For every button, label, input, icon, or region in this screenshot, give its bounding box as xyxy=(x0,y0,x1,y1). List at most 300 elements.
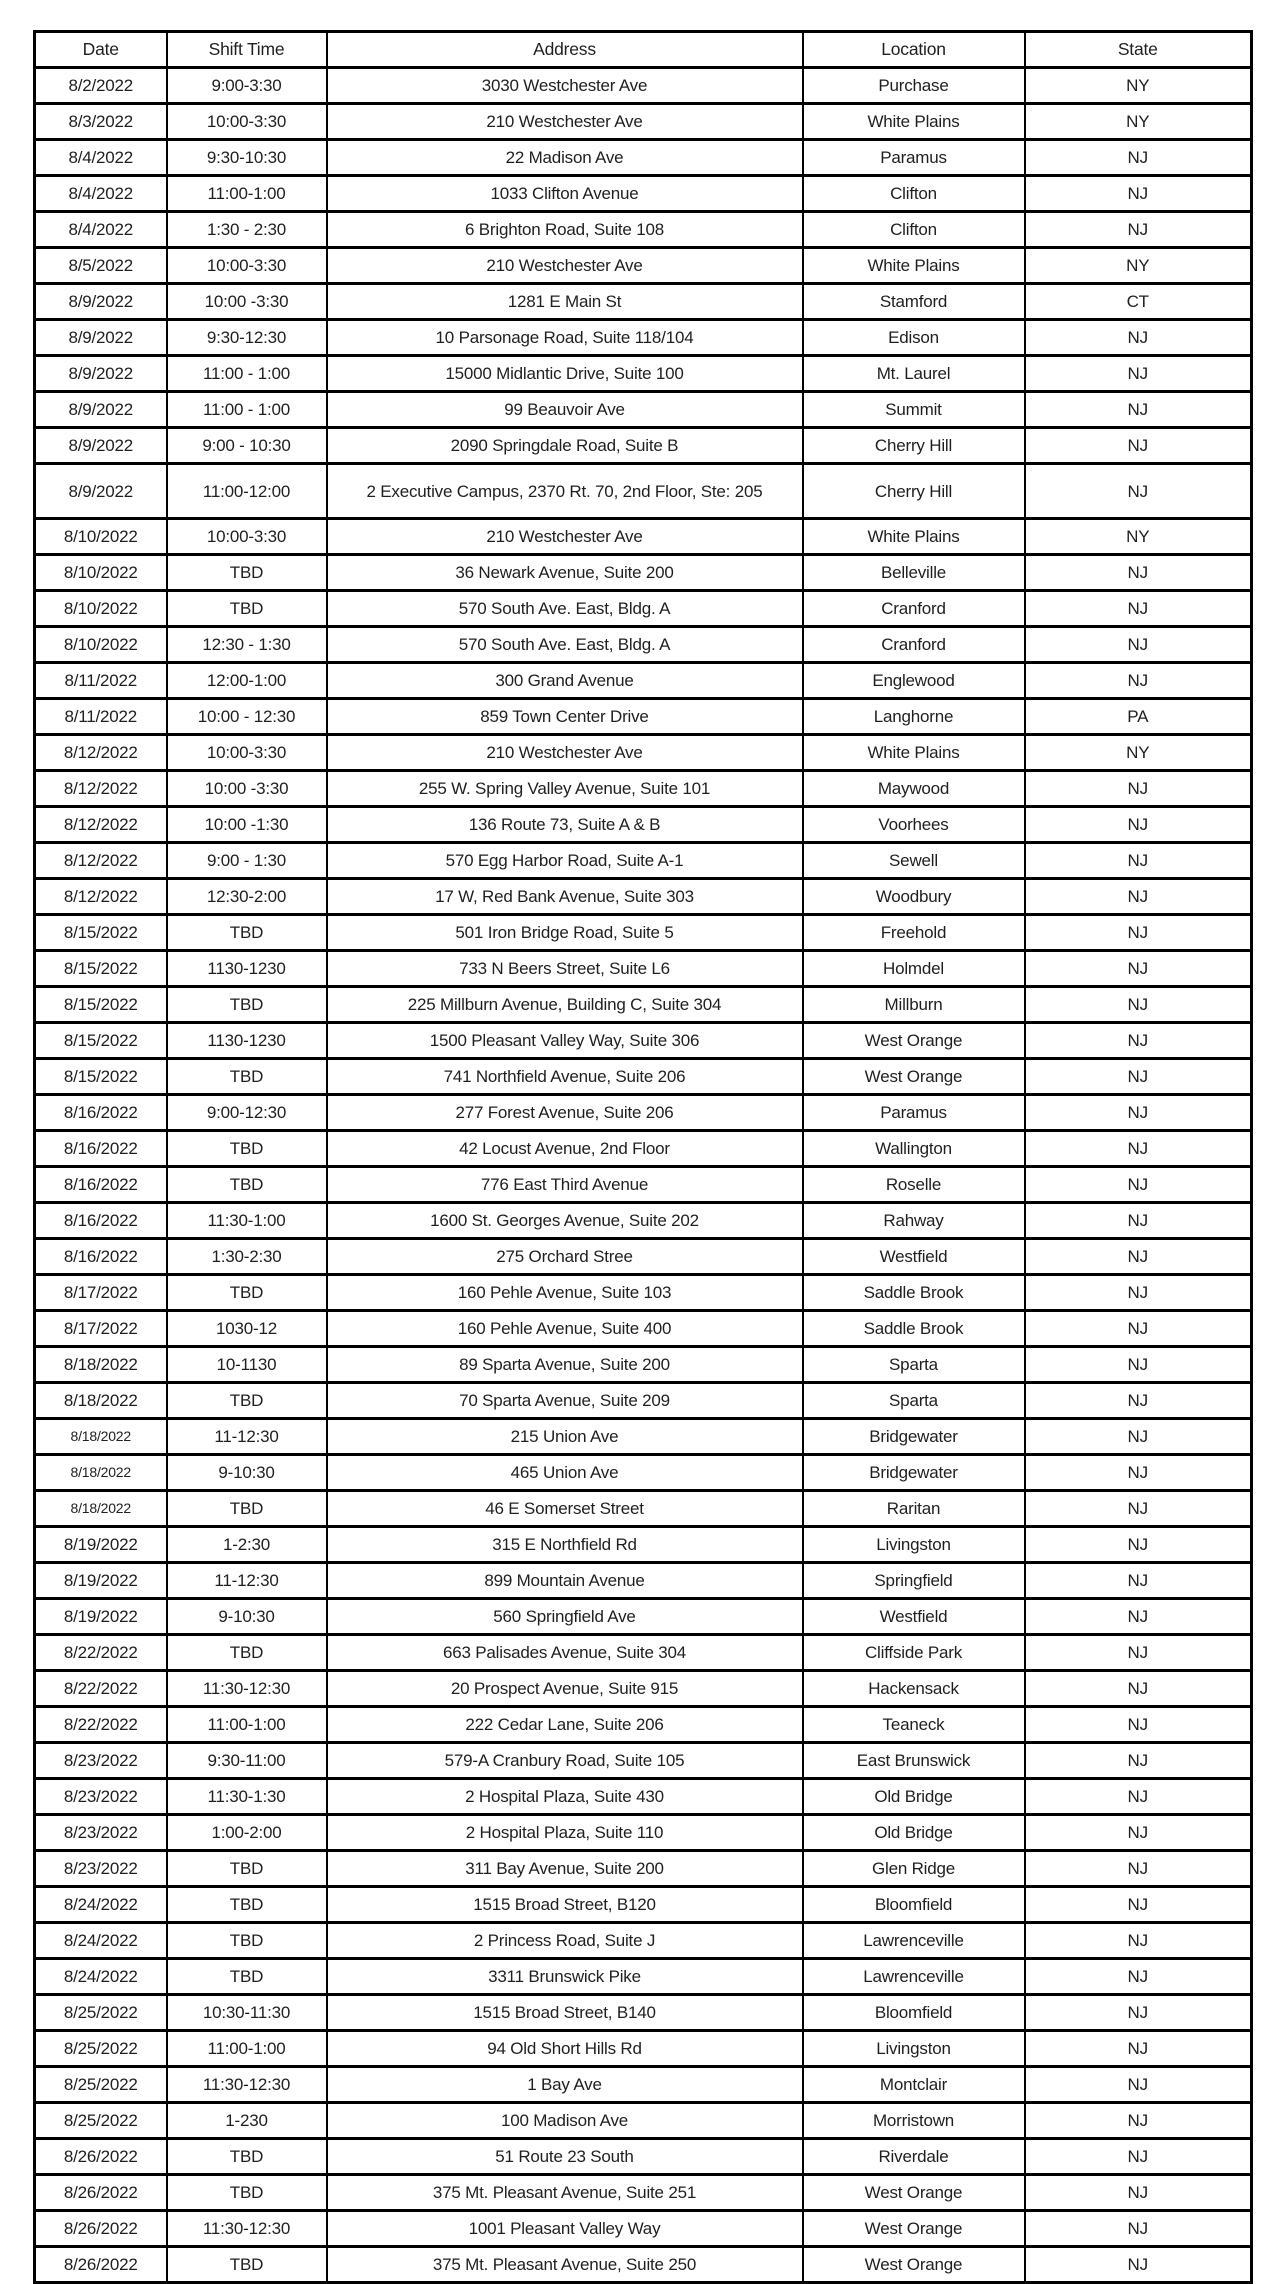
date-cell: 8/3/2022 xyxy=(35,104,167,140)
location-cell: Sparta xyxy=(803,1383,1025,1419)
date-cell: 8/12/2022 xyxy=(35,843,167,879)
date-cell: 8/15/2022 xyxy=(35,1059,167,1095)
date-cell: 8/24/2022 xyxy=(35,1959,167,1995)
shift-time-cell: 9:00-3:30 xyxy=(167,68,327,104)
date-cell: 8/15/2022 xyxy=(35,1023,167,1059)
date-cell: 8/26/2022 xyxy=(35,2139,167,2175)
column-header-date: Date xyxy=(35,32,167,68)
table-header xyxy=(35,32,1252,68)
table-row xyxy=(35,1959,1252,1995)
table-row xyxy=(35,2247,1252,2283)
table-row xyxy=(35,1347,1252,1383)
date-cell: 8/12/2022 xyxy=(35,771,167,807)
date-cell: 8/9/2022 xyxy=(35,392,167,428)
date-cell: 8/19/2022 xyxy=(35,1527,167,1563)
state-cell: NJ xyxy=(1025,663,1252,699)
location-cell: Millburn xyxy=(803,987,1025,1023)
address-cell: 51 Route 23 South xyxy=(327,2139,803,2175)
shift-time-cell: TBD xyxy=(167,555,327,591)
date-cell: 8/12/2022 xyxy=(35,807,167,843)
date-cell: 8/16/2022 xyxy=(35,1095,167,1131)
location-cell: Montclair xyxy=(803,2067,1025,2103)
state-cell: NJ xyxy=(1025,1563,1252,1599)
state-cell: NJ xyxy=(1025,1455,1252,1491)
shift-schedule-table xyxy=(33,30,1253,2284)
state-cell: NJ xyxy=(1025,1311,1252,1347)
address-cell: 136 Route 73, Suite A & B xyxy=(327,807,803,843)
state-cell: NJ xyxy=(1025,1527,1252,1563)
table-row xyxy=(35,2139,1252,2175)
location-cell: Bloomfield xyxy=(803,1887,1025,1923)
shift-time-cell: 11:00-1:00 xyxy=(167,1707,327,1743)
address-cell: 225 Millburn Avenue, Building C, Suite 304 xyxy=(327,987,803,1023)
state-cell: NJ xyxy=(1025,392,1252,428)
shift-time-cell: 11:00-12:00 xyxy=(167,464,327,519)
address-cell: 46 E Somerset Street xyxy=(327,1491,803,1527)
table-row xyxy=(35,879,1252,915)
address-cell: 222 Cedar Lane, Suite 206 xyxy=(327,1707,803,1743)
date-cell: 8/16/2022 xyxy=(35,1203,167,1239)
shift-time-cell: 9:00 - 1:30 xyxy=(167,843,327,879)
header-row xyxy=(35,32,1252,68)
table-row xyxy=(35,428,1252,464)
table-body xyxy=(35,68,1252,2283)
state-cell: NJ xyxy=(1025,987,1252,1023)
table-row xyxy=(35,771,1252,807)
location-cell: Livingston xyxy=(803,1527,1025,1563)
table-row xyxy=(35,1491,1252,1527)
table-row xyxy=(35,951,1252,987)
location-cell: Old Bridge xyxy=(803,1779,1025,1815)
state-cell: NJ xyxy=(1025,2031,1252,2067)
state-cell: NY xyxy=(1025,519,1252,555)
address-cell: 210 Westchester Ave xyxy=(327,519,803,555)
shift-time-cell: 12:30 - 1:30 xyxy=(167,627,327,663)
state-cell: NJ xyxy=(1025,1275,1252,1311)
address-cell: 70 Sparta Avenue, Suite 209 xyxy=(327,1383,803,1419)
location-cell: Cliffside Park xyxy=(803,1635,1025,1671)
location-cell: Sewell xyxy=(803,843,1025,879)
date-cell: 8/11/2022 xyxy=(35,663,167,699)
address-cell: 2 Hospital Plaza, Suite 430 xyxy=(327,1779,803,1815)
address-cell: 570 South Ave. East, Bldg. A xyxy=(327,591,803,627)
shift-time-cell: 1030-12 xyxy=(167,1311,327,1347)
state-cell: NJ xyxy=(1025,356,1252,392)
address-cell: 859 Town Center Drive xyxy=(327,699,803,735)
state-cell: NJ xyxy=(1025,1851,1252,1887)
state-cell: NJ xyxy=(1025,2067,1252,2103)
date-cell: 8/18/2022 xyxy=(35,1419,167,1455)
shift-time-cell: 9:00-12:30 xyxy=(167,1095,327,1131)
address-cell: 1281 E Main St xyxy=(327,284,803,320)
shift-time-cell: 9:30-10:30 xyxy=(167,140,327,176)
date-cell: 8/10/2022 xyxy=(35,591,167,627)
state-cell: NJ xyxy=(1025,1887,1252,1923)
location-cell: Clifton xyxy=(803,212,1025,248)
date-cell: 8/2/2022 xyxy=(35,68,167,104)
address-cell: 1600 St. Georges Avenue, Suite 202 xyxy=(327,1203,803,1239)
state-cell: NJ xyxy=(1025,879,1252,915)
shift-time-cell: 9-10:30 xyxy=(167,1599,327,1635)
address-cell: 255 W. Spring Valley Avenue, Suite 101 xyxy=(327,771,803,807)
table-row xyxy=(35,1599,1252,1635)
date-cell: 8/26/2022 xyxy=(35,2247,167,2283)
state-cell: NJ xyxy=(1025,1383,1252,1419)
table-row xyxy=(35,320,1252,356)
table-row xyxy=(35,356,1252,392)
location-cell: Morristown xyxy=(803,2103,1025,2139)
shift-time-cell: 1130-1230 xyxy=(167,951,327,987)
state-cell: NJ xyxy=(1025,2211,1252,2247)
location-cell: West Orange xyxy=(803,1023,1025,1059)
location-cell: Cranford xyxy=(803,627,1025,663)
state-cell: NY xyxy=(1025,68,1252,104)
shift-time-cell: 12:00-1:00 xyxy=(167,663,327,699)
location-cell: Paramus xyxy=(803,140,1025,176)
location-cell: Cranford xyxy=(803,591,1025,627)
address-cell: 36 Newark Avenue, Suite 200 xyxy=(327,555,803,591)
location-cell: Westfield xyxy=(803,1239,1025,1275)
location-cell: Bridgewater xyxy=(803,1455,1025,1491)
state-cell: NJ xyxy=(1025,1779,1252,1815)
address-cell: 741 Northfield Avenue, Suite 206 xyxy=(327,1059,803,1095)
date-cell: 8/22/2022 xyxy=(35,1671,167,1707)
column-header-state: State xyxy=(1025,32,1252,68)
table-row xyxy=(35,1203,1252,1239)
address-cell: 277 Forest Avenue, Suite 206 xyxy=(327,1095,803,1131)
table-row xyxy=(35,1707,1252,1743)
date-cell: 8/10/2022 xyxy=(35,627,167,663)
shift-time-cell: TBD xyxy=(167,915,327,951)
address-cell: 375 Mt. Pleasant Avenue, Suite 251 xyxy=(327,2175,803,2211)
shift-time-cell: 11:30-1:00 xyxy=(167,1203,327,1239)
address-cell: 3311 Brunswick Pike xyxy=(327,1959,803,1995)
state-cell: NJ xyxy=(1025,1167,1252,1203)
address-cell: 15000 Midlantic Drive, Suite 100 xyxy=(327,356,803,392)
column-header-location: Location xyxy=(803,32,1025,68)
table-row xyxy=(35,1851,1252,1887)
location-cell: Wallington xyxy=(803,1131,1025,1167)
table-row xyxy=(35,1167,1252,1203)
shift-time-cell: 10:00 -1:30 xyxy=(167,807,327,843)
date-cell: 8/16/2022 xyxy=(35,1131,167,1167)
shift-time-cell: TBD xyxy=(167,2247,327,2283)
location-cell: Purchase xyxy=(803,68,1025,104)
date-cell: 8/11/2022 xyxy=(35,699,167,735)
date-cell: 8/25/2022 xyxy=(35,2103,167,2139)
state-cell: NJ xyxy=(1025,591,1252,627)
table-row xyxy=(35,2067,1252,2103)
state-cell: NJ xyxy=(1025,1131,1252,1167)
address-cell: 1033 Clifton Avenue xyxy=(327,176,803,212)
state-cell: NJ xyxy=(1025,627,1252,663)
shift-time-cell: 10:00 -3:30 xyxy=(167,771,327,807)
location-cell: West Orange xyxy=(803,2211,1025,2247)
date-cell: 8/23/2022 xyxy=(35,1815,167,1851)
shift-time-cell: TBD xyxy=(167,2139,327,2175)
date-cell: 8/22/2022 xyxy=(35,1635,167,1671)
state-cell: NJ xyxy=(1025,2175,1252,2211)
shift-time-cell: TBD xyxy=(167,1959,327,1995)
location-cell: Woodbury xyxy=(803,879,1025,915)
state-cell: NJ xyxy=(1025,1707,1252,1743)
shift-time-cell: 10:00-3:30 xyxy=(167,735,327,771)
date-cell: 8/16/2022 xyxy=(35,1167,167,1203)
state-cell: NJ xyxy=(1025,1491,1252,1527)
state-cell: NJ xyxy=(1025,843,1252,879)
address-cell: 1001 Pleasant Valley Way xyxy=(327,2211,803,2247)
shift-time-cell: 11:00 - 1:00 xyxy=(167,356,327,392)
date-cell: 8/26/2022 xyxy=(35,2211,167,2247)
state-cell: NY xyxy=(1025,248,1252,284)
state-cell: NY xyxy=(1025,735,1252,771)
shift-time-cell: 11:30-12:30 xyxy=(167,1671,327,1707)
table-row xyxy=(35,1743,1252,1779)
shift-time-cell: 9-10:30 xyxy=(167,1455,327,1491)
date-cell: 8/26/2022 xyxy=(35,2175,167,2211)
address-cell: 160 Pehle Avenue, Suite 400 xyxy=(327,1311,803,1347)
location-cell: Rahway xyxy=(803,1203,1025,1239)
date-cell: 8/9/2022 xyxy=(35,356,167,392)
state-cell: NJ xyxy=(1025,1203,1252,1239)
date-cell: 8/9/2022 xyxy=(35,320,167,356)
location-cell: Summit xyxy=(803,392,1025,428)
location-cell: Hackensack xyxy=(803,1671,1025,1707)
shift-time-cell: 11:30-12:30 xyxy=(167,2067,327,2103)
table-row xyxy=(35,1275,1252,1311)
address-cell: 2 Executive Campus, 2370 Rt. 70, 2nd Floor, Ste: 205 xyxy=(327,464,803,519)
location-cell: Voorhees xyxy=(803,807,1025,843)
address-cell: 6 Brighton Road, Suite 108 xyxy=(327,212,803,248)
state-cell: NJ xyxy=(1025,176,1252,212)
state-cell: NJ xyxy=(1025,1023,1252,1059)
table-row xyxy=(35,1023,1252,1059)
date-cell: 8/22/2022 xyxy=(35,1707,167,1743)
address-cell: 22 Madison Ave xyxy=(327,140,803,176)
shift-time-cell: 10:30-11:30 xyxy=(167,1995,327,2031)
address-cell: 315 E Northfield Rd xyxy=(327,1527,803,1563)
table-row xyxy=(35,2103,1252,2139)
shift-time-cell: 10:00-3:30 xyxy=(167,519,327,555)
shift-time-cell: TBD xyxy=(167,1383,327,1419)
location-cell: Livingston xyxy=(803,2031,1025,2067)
state-cell: NJ xyxy=(1025,555,1252,591)
date-cell: 8/4/2022 xyxy=(35,212,167,248)
table-row xyxy=(35,1995,1252,2031)
shift-time-cell: 11:30-1:30 xyxy=(167,1779,327,1815)
state-cell: NJ xyxy=(1025,951,1252,987)
location-cell: Langhorne xyxy=(803,699,1025,735)
state-cell: NJ xyxy=(1025,2247,1252,2283)
address-cell: 733 N Beers Street, Suite L6 xyxy=(327,951,803,987)
address-cell: 2090 Springdale Road, Suite B xyxy=(327,428,803,464)
date-cell: 8/18/2022 xyxy=(35,1491,167,1527)
shift-time-cell: TBD xyxy=(167,1635,327,1671)
date-cell: 8/23/2022 xyxy=(35,1743,167,1779)
table-row xyxy=(35,735,1252,771)
shift-time-cell: TBD xyxy=(167,987,327,1023)
location-cell: White Plains xyxy=(803,248,1025,284)
location-cell: Paramus xyxy=(803,1095,1025,1131)
shift-time-cell: 11-12:30 xyxy=(167,1563,327,1599)
address-cell: 94 Old Short Hills Rd xyxy=(327,2031,803,2067)
address-cell: 42 Locust Avenue, 2nd Floor xyxy=(327,1131,803,1167)
state-cell: NJ xyxy=(1025,320,1252,356)
table-row xyxy=(35,68,1252,104)
address-cell: 465 Union Ave xyxy=(327,1455,803,1491)
shift-time-cell: 10:00 - 12:30 xyxy=(167,699,327,735)
date-cell: 8/15/2022 xyxy=(35,987,167,1023)
location-cell: Sparta xyxy=(803,1347,1025,1383)
date-cell: 8/12/2022 xyxy=(35,735,167,771)
location-cell: Stamford xyxy=(803,284,1025,320)
table-row xyxy=(35,1923,1252,1959)
table-row xyxy=(35,1671,1252,1707)
date-cell: 8/19/2022 xyxy=(35,1599,167,1635)
location-cell: White Plains xyxy=(803,519,1025,555)
location-cell: Edison xyxy=(803,320,1025,356)
location-cell: Springfield xyxy=(803,1563,1025,1599)
date-cell: 8/12/2022 xyxy=(35,879,167,915)
shift-time-cell: 1-230 xyxy=(167,2103,327,2139)
date-cell: 8/23/2022 xyxy=(35,1779,167,1815)
shift-time-cell: TBD xyxy=(167,1491,327,1527)
table-row xyxy=(35,1419,1252,1455)
location-cell: Saddle Brook xyxy=(803,1311,1025,1347)
address-cell: 776 East Third Avenue xyxy=(327,1167,803,1203)
state-cell: NJ xyxy=(1025,771,1252,807)
table-row xyxy=(35,2175,1252,2211)
address-cell: 3030 Westchester Ave xyxy=(327,68,803,104)
shift-time-cell: 10:00-3:30 xyxy=(167,248,327,284)
shift-time-cell: TBD xyxy=(167,1167,327,1203)
address-cell: 89 Sparta Avenue, Suite 200 xyxy=(327,1347,803,1383)
table-row xyxy=(35,1563,1252,1599)
address-cell: 1515 Broad Street, B120 xyxy=(327,1887,803,1923)
location-cell: Cherry Hill xyxy=(803,428,1025,464)
table-row xyxy=(35,104,1252,140)
state-cell: PA xyxy=(1025,699,1252,735)
shift-time-cell: 1130-1230 xyxy=(167,1023,327,1059)
shift-time-cell: 10:00-3:30 xyxy=(167,104,327,140)
table-row xyxy=(35,1383,1252,1419)
location-cell: Freehold xyxy=(803,915,1025,951)
shift-time-cell: 9:30-11:00 xyxy=(167,1743,327,1779)
table-row xyxy=(35,1779,1252,1815)
shift-time-cell: 1:00-2:00 xyxy=(167,1815,327,1851)
date-cell: 8/18/2022 xyxy=(35,1383,167,1419)
address-cell: 570 South Ave. East, Bldg. A xyxy=(327,627,803,663)
state-cell: NJ xyxy=(1025,1599,1252,1635)
table-row xyxy=(35,699,1252,735)
shift-time-cell: 11-12:30 xyxy=(167,1419,327,1455)
state-cell: NJ xyxy=(1025,140,1252,176)
date-cell: 8/25/2022 xyxy=(35,2067,167,2103)
state-cell: CT xyxy=(1025,284,1252,320)
state-cell: NJ xyxy=(1025,1095,1252,1131)
table-row xyxy=(35,284,1252,320)
table-row xyxy=(35,807,1252,843)
state-cell: NJ xyxy=(1025,1995,1252,2031)
location-cell: White Plains xyxy=(803,735,1025,771)
address-cell: 663 Palisades Avenue, Suite 304 xyxy=(327,1635,803,1671)
shift-time-cell: 9:30-12:30 xyxy=(167,320,327,356)
table-row xyxy=(35,1887,1252,1923)
shift-time-cell: TBD xyxy=(167,1059,327,1095)
location-cell: Glen Ridge xyxy=(803,1851,1025,1887)
table-row xyxy=(35,519,1252,555)
location-cell: Englewood xyxy=(803,663,1025,699)
address-cell: 10 Parsonage Road, Suite 118/104 xyxy=(327,320,803,356)
shift-time-cell: 11:00 - 1:00 xyxy=(167,392,327,428)
address-cell: 501 Iron Bridge Road, Suite 5 xyxy=(327,915,803,951)
address-cell: 560 Springfield Ave xyxy=(327,1599,803,1635)
table-row xyxy=(35,2211,1252,2247)
date-cell: 8/9/2022 xyxy=(35,284,167,320)
table-row xyxy=(35,212,1252,248)
location-cell: Belleville xyxy=(803,555,1025,591)
shift-time-cell: 1:30-2:30 xyxy=(167,1239,327,1275)
location-cell: East Brunswick xyxy=(803,1743,1025,1779)
address-cell: 2 Princess Road, Suite J xyxy=(327,1923,803,1959)
address-cell: 160 Pehle Avenue, Suite 103 xyxy=(327,1275,803,1311)
address-cell: 210 Westchester Ave xyxy=(327,735,803,771)
table-row xyxy=(35,843,1252,879)
location-cell: Mt. Laurel xyxy=(803,356,1025,392)
shift-time-cell: 12:30-2:00 xyxy=(167,879,327,915)
date-cell: 8/18/2022 xyxy=(35,1455,167,1491)
location-cell: Maywood xyxy=(803,771,1025,807)
table-row xyxy=(35,1635,1252,1671)
table-row xyxy=(35,176,1252,212)
table-row xyxy=(35,627,1252,663)
state-cell: NJ xyxy=(1025,915,1252,951)
location-cell: Lawrenceville xyxy=(803,1923,1025,1959)
location-cell: Roselle xyxy=(803,1167,1025,1203)
table-row xyxy=(35,2031,1252,2067)
address-cell: 1500 Pleasant Valley Way, Suite 306 xyxy=(327,1023,803,1059)
state-cell: NJ xyxy=(1025,1815,1252,1851)
location-cell: West Orange xyxy=(803,2247,1025,2283)
location-cell: Cherry Hill xyxy=(803,464,1025,519)
shift-time-cell: TBD xyxy=(167,1275,327,1311)
date-cell: 8/24/2022 xyxy=(35,1887,167,1923)
shift-time-cell: 11:30-12:30 xyxy=(167,2211,327,2247)
address-cell: 99 Beauvoir Ave xyxy=(327,392,803,428)
date-cell: 8/16/2022 xyxy=(35,1239,167,1275)
state-cell: NY xyxy=(1025,104,1252,140)
state-cell: NJ xyxy=(1025,1347,1252,1383)
table-row xyxy=(35,392,1252,428)
address-cell: 1 Bay Ave xyxy=(327,2067,803,2103)
address-cell: 2 Hospital Plaza, Suite 110 xyxy=(327,1815,803,1851)
state-cell: NJ xyxy=(1025,1671,1252,1707)
location-cell: Teaneck xyxy=(803,1707,1025,1743)
shift-time-cell: TBD xyxy=(167,2175,327,2211)
date-cell: 8/5/2022 xyxy=(35,248,167,284)
location-cell: Raritan xyxy=(803,1491,1025,1527)
address-cell: 210 Westchester Ave xyxy=(327,104,803,140)
address-cell: 570 Egg Harbor Road, Suite A-1 xyxy=(327,843,803,879)
table-row xyxy=(35,1239,1252,1275)
date-cell: 8/25/2022 xyxy=(35,1995,167,2031)
state-cell: NJ xyxy=(1025,1959,1252,1995)
table-row xyxy=(35,987,1252,1023)
location-cell: White Plains xyxy=(803,104,1025,140)
table-row xyxy=(35,591,1252,627)
address-cell: 375 Mt. Pleasant Avenue, Suite 250 xyxy=(327,2247,803,2283)
shift-time-cell: TBD xyxy=(167,591,327,627)
